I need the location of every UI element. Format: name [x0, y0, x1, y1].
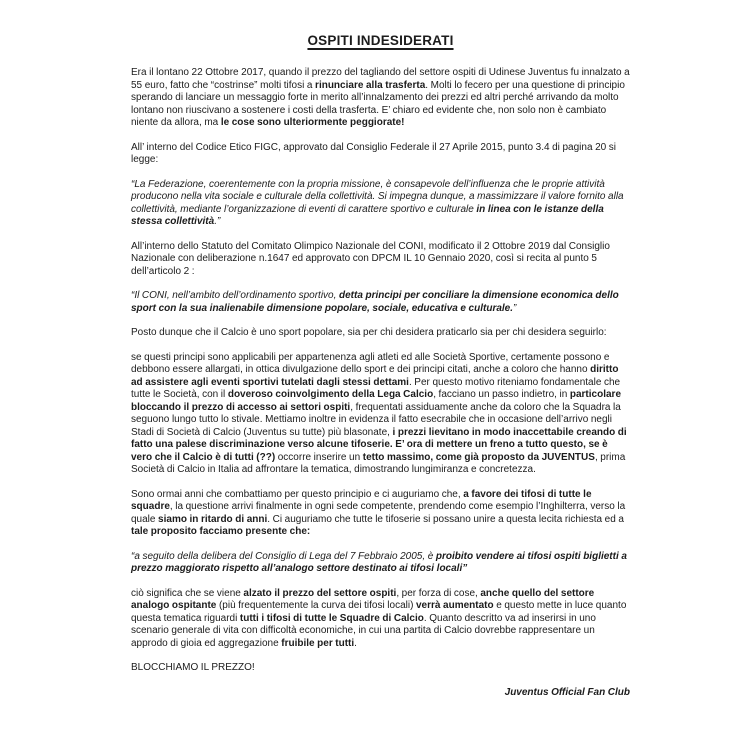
text-run: tale proposito facciamo presente che: [131, 526, 311, 537]
document-body [131, 67, 630, 699]
text-run: Juventus Official Fan Club [504, 686, 630, 698]
text-run: i prezzi lievitano in modo inaccettabile creando di fatto una palese discriminazione verso alcune tifoserie. E’ ora di mettere un freno a tutto questo, se è vero che il Calcio è di tutti (??) [131, 426, 627, 463]
text-run: se questi principi sono applicabili per appartenenza agli atleti ed alle Società Sportive, certamente possono e debbono essere allargati, in ottica divulgazione dello sport e dei principi citati, anche a coloro che hanno [131, 351, 610, 375]
signature [131, 687, 630, 700]
text-run: a favore dei tifosi di tutte le squadre [131, 488, 592, 512]
figc-quote [131, 179, 630, 229]
text-run: , per forza di cose, [396, 587, 481, 599]
text-run: doveroso coinvolgimento della Lega Calcio [227, 389, 434, 400]
coni-quote [131, 290, 630, 315]
text-run: . Molti lo fecero per una questione di principio sperando di lanciare un messaggio forte in merito all’innalzamento dei prezzi ed altri perché arrivando da molto lontano non riuscivano a sostenere i costi della trasferta. E’ chiaro ed evidente che, non solo non è cambiato niente da allora, ma [131, 79, 625, 128]
text-run: verrà aumentato [416, 600, 494, 611]
text-run: .” [214, 216, 221, 227]
text-run: , frequentati assiduamente anche da coloro che la Squadra la seguono lungo tutto lo stivale. Mettiamo inoltre in evidenza il fatto esecrabile che in occasione dell’arrivo negli Stadi di Società di Calcio (Juventus su tutte) più blasonate, [131, 401, 621, 438]
text-run: . Quanto descritto va ad inserirsi in uno scenario generale di vita con difficoltà economiche, in cui una partita di Calcio dovrebbe rappresentare un approdo di gioia ed aggregazione [131, 612, 596, 649]
text-run: in linea con le istanze della stessa collettività [131, 203, 604, 227]
text-run: diritto ad assistere agli eventi sportivi tutelati dagli stessi dettami [131, 364, 619, 388]
lega-delibera-quote [131, 551, 630, 576]
text-run: BLOCCHIAMO IL PREZZO! [131, 662, 255, 673]
text-run: rinunciare alla trasferta [315, 79, 426, 91]
premise-statement [131, 327, 630, 340]
text-run: ciò significa che se viene [131, 587, 244, 599]
text-run: Era il lontano 22 Ottobre 2017, quando il prezzo del tagliando del settore ospiti di Udinese Juventus fu innalzato a 55 euro, fatto che “costrinse” molti tifosi a [131, 67, 630, 91]
text-run: Posto dunque che il Calcio è uno sport popolare, sia per chi desidera praticarlo sia per chi desidera seguirlo: [131, 327, 607, 338]
text-run: le cose sono ulteriormente peggiorate! [220, 117, 405, 128]
text-run: , prima Società di Calcio in Italia ad affrontare la tematica, dimostrando lungimiranza e concretezza. [131, 451, 626, 475]
text-run: proibito vendere ai tifosi ospiti biglietti a prezzo maggiorato rispetto all’analogo settore destinato ai tifosi locali” [131, 550, 627, 574]
text-run: ” [513, 302, 517, 314]
coni-reference [131, 241, 630, 279]
price-implication [131, 588, 630, 651]
intro-paragraph [131, 67, 630, 130]
text-run: “a seguito della delibera del Consiglio di Lega del 7 Febbraio 2005, è [131, 550, 436, 562]
text-run: . Ci auguriamo che tutte le tifoserie si possano unire a questa lecita richiesta ed a [267, 513, 624, 525]
text-run: , la questione arrivi finalmente in ogni sede competente, prendendo come esempio l’Inghilterra, verso la quale [131, 501, 626, 525]
text-run: . Per questo motivo riteniamo fondamentale che tutte le Società, con il [131, 376, 621, 400]
text-run: All’ interno del Codice Etico FIGC, approvato dal Consiglio Federale il 27 Aprile 2015, punto 3.4 di pagina 20 si legge: [131, 141, 617, 165]
text-run: , facciano un passo indietro, in [433, 389, 570, 400]
main-argument [131, 352, 630, 477]
text-run: occorre inserire un [275, 451, 363, 463]
text-run: All’interno dello Statuto del Comitato Olimpico Nazionale del CONI, modificato il 2 Ottobre 2019 dal Consiglio Nazionale con deliberazione n.1647 ed approvato con DPCM IL 10 Gennaio 2020, così si recita al punto 5 dell’articolo 2 : [131, 240, 610, 277]
text-run: tetto massimo, come già proposto da JUVENTUS [362, 451, 595, 463]
text-run: alzato il prezzo del settore ospiti [243, 587, 397, 599]
text-run: . [354, 637, 357, 649]
text-run: detta principi per conciliare la dimensione economica dello sport con la sua inalienabile dimensione popolare, sociale, educativa e culturale. [131, 290, 619, 314]
slogan [131, 662, 630, 675]
text-run: anche quello del settore analogo ospitante [131, 587, 595, 611]
text-run: particolare bloccando il prezzo di accesso ai settori ospiti [131, 389, 622, 413]
figc-reference [131, 142, 630, 167]
text-run: “La Federazione, coerentemente con la propria missione, è consapevole dell’influenza che le proprie attività producono nella vita sociale e culturale della collettività. Si impegna dunque, a massimizzare il valore fornito alla collettività, mediante l’organizzazione di eventi di carattere sportivo e culturale [131, 178, 624, 215]
text-run: fruibile per tutti [281, 637, 355, 649]
text-run: Sono ormai anni che combattiamo per questo principio e ci auguriamo che, [131, 488, 464, 500]
text-run: siamo in ritardo di anni [158, 513, 268, 525]
text-run: (più frequentemente la curva dei tifosi locali) [216, 600, 416, 611]
text-run: e questo mette in luce quanto questa tematica riguardi [131, 600, 627, 624]
document-title: OSPITI INDESIDERATI [307, 33, 454, 48]
campaign-history [131, 489, 630, 539]
text-run: tutti i tifosi di tutte le Squadre di Calcio [239, 612, 424, 624]
text-run: “Il CONI, nell’ambito dell’ordinamento sportivo, [131, 290, 339, 301]
